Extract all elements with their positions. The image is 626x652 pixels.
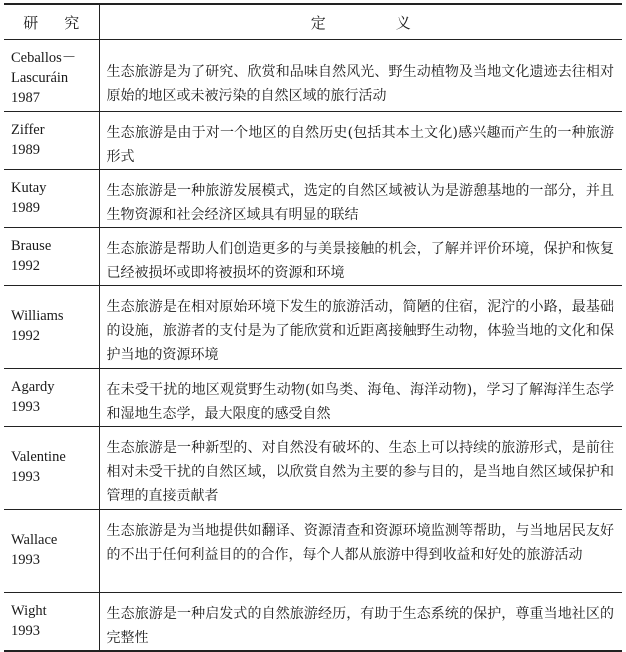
publication-year: 1993 [11,399,40,415]
study-header-char-2: 究 [64,13,80,32]
study-cell [4,510,99,593]
definition-header-char-1: 定 [310,13,326,32]
study-cell [4,112,99,170]
author-name: Wallace [11,532,58,548]
study-cell [4,427,99,510]
table-row [4,228,622,286]
publication-year: 1992 [11,328,40,344]
definition-cell: 在未受干扰的地区观赏野生动物(如鸟类、海龟、海洋动物)，学习了解海洋生态学和湿地生态学，最大限度的感受自然 [99,369,622,427]
author-name: Wight [11,603,47,619]
table-row [4,286,622,369]
author-name: Valentine [11,449,66,465]
study-header-char-1: 研 [23,13,39,32]
definition-cell: 生态旅游是为当地提供如翻译、资源清查和资源环境监测等帮助，与当地居民友好的不出于任何利益目的的合作，每个人都从旅游中得到收益和好处的旅游活动 [99,510,622,593]
author-name: Ceballos－Lascuráin [11,50,77,86]
table-header-row [4,4,622,40]
author-name: Agardy [11,379,55,395]
study-cell [4,228,99,286]
study-cell [4,369,99,427]
author-name: Brause [11,238,52,254]
definition-cell: 生态旅游是在相对原始环境下发生的旅游活动，简陋的住宿，泥泞的小路，最基础的设施，旅游者的支付是为了能欣赏和近距离接触野生动物，体验当地的文化和保护当地的资源环境 [99,286,622,369]
definition-cell: 生态旅游是为了研究、欣赏和品味自然风光、野生动植物及当地文化遗迹去往相对原始的地区或未被污染的自然区域的旅行活动 [99,40,622,112]
publication-year: 1993 [11,623,40,639]
definition-cell: 生态旅游是一种新型的、对自然没有破坏的、生态上可以持续的旅游形式，是前往相对未受干扰的自然区域，以欣赏自然为主要的参与目的，是当地自然区域保护和管理的直接贡献者 [99,427,622,510]
publication-year: 1993 [11,469,40,485]
author-name: Williams [11,308,64,324]
definition-cell: 生态旅游是一种启发式的自然旅游经历，有助于生态系统的保护，尊重当地社区的完整性 [99,593,622,652]
definition-cell: 生态旅游是一种旅游发展模式，选定的自然区域被认为是游憩基地的一部分，并且生物资源和社会经济区域具有明显的联结 [99,170,622,228]
table-row [4,427,622,510]
study-cell [4,170,99,228]
table-row [4,170,622,228]
publication-year: 1989 [11,200,40,216]
table-row [4,369,622,427]
definitions-table [4,3,622,652]
publication-year: 1989 [11,142,40,158]
publication-year: 1993 [11,552,40,568]
publication-year: 1987 [11,90,40,106]
study-cell [4,40,99,112]
table-row [4,40,622,112]
author-name: Kutay [11,180,47,196]
definition-column-header [99,4,622,40]
definition-header-char-2: 义 [395,13,411,32]
definition-cell: 生态旅游是由于对一个地区的自然历史(包括其本土文化)感兴趣而产生的一种旅游形式 [99,112,622,170]
table-row [4,112,622,170]
study-cell [4,286,99,369]
definition-cell: 生态旅游是帮助人们创造更多的与美景接触的机会，了解并评价环境，保护和恢复已经被损坏或即将被损坏的资源和环境 [99,228,622,286]
table-row [4,510,622,593]
table-row [4,593,622,652]
study-column-header [4,4,99,40]
publication-year: 1992 [11,258,40,274]
author-name: Ziffer [11,122,45,138]
study-cell [4,593,99,652]
